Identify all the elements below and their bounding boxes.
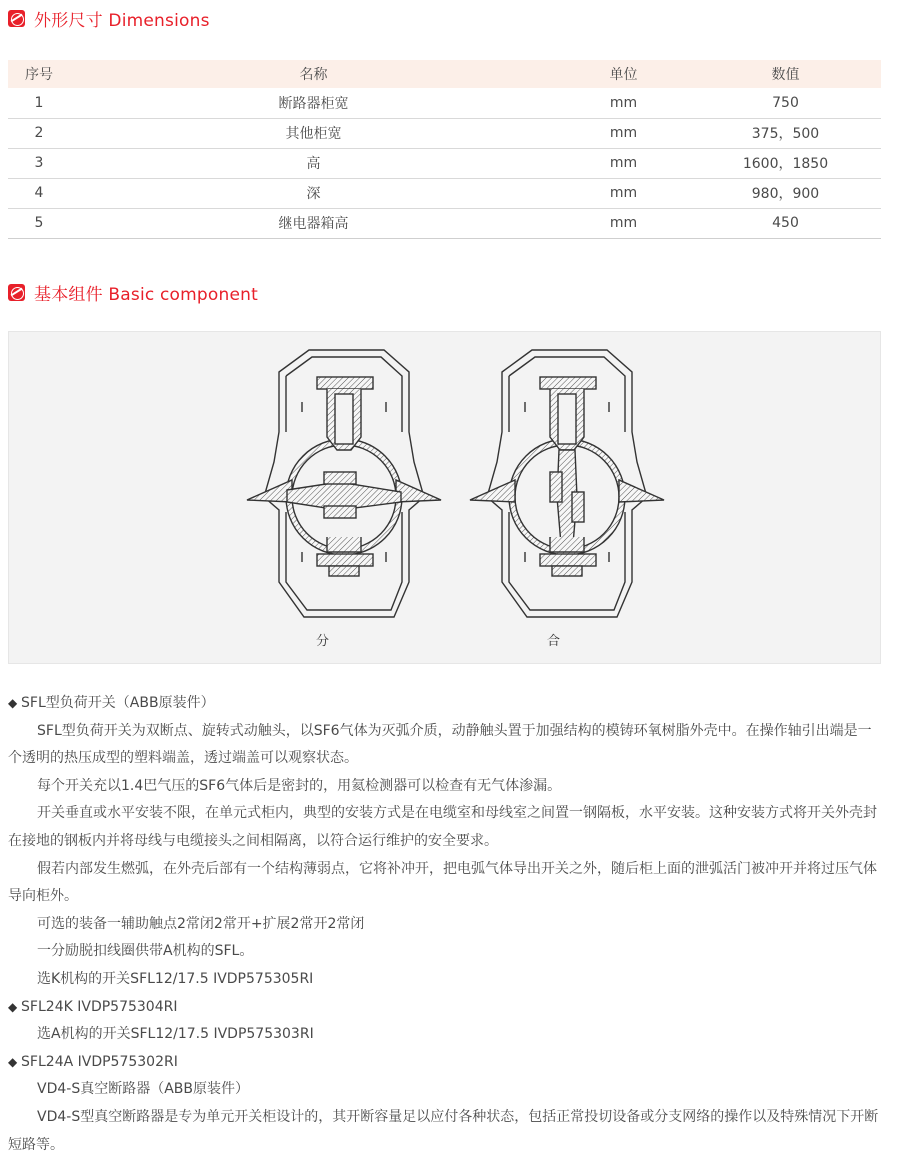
section-marker-icon — [8, 10, 25, 27]
switch-open-drawing — [247, 350, 441, 617]
cell-unit: mm — [557, 88, 690, 118]
cell-name: 继电器箱高 — [70, 208, 557, 238]
col-header-unit: 单位 — [557, 60, 690, 88]
switch-diagram-panel — [8, 331, 881, 664]
switch-diagram — [9, 332, 882, 665]
col-header-name: 名称 — [70, 60, 557, 88]
paragraph: 选K机构的开关SFL12/17.5 IVDP575305RI — [37, 970, 314, 987]
cell-value: 450 — [690, 208, 881, 238]
section-title-dimensions: 外形尺寸 Dimensions — [34, 10, 210, 31]
paragraph: 开关垂直或水平安装不限，在单元式柜内，典型的安装方式是在电缆室和母线室之间置一钢隔板，水平安装。这种安装方式将开关外壳封在接地的钢板内并将母线与电缆接头之间相隔离，以符合运行维护的安全要求。 — [8, 805, 877, 849]
paragraph: 可选的装备一辅助触点2常闭2常开+扩展2常开2常闭 — [37, 915, 365, 932]
section-marker-icon — [8, 284, 25, 301]
switch-closed-drawing — [470, 350, 664, 617]
cell-index: 4 — [8, 178, 70, 208]
caption-open: 分 — [316, 634, 330, 649]
cell-index: 2 — [8, 118, 70, 148]
cell-name: 断路器柜宽 — [70, 88, 557, 118]
paragraph: 一分励脱扣线圈供带A机构的SFL。 — [37, 943, 254, 960]
bullet-sfl-title: ◆ SFL型负荷开关（ABB原装件） — [8, 690, 884, 718]
cell-name: 其他柜宽 — [70, 118, 557, 148]
table-header-row — [8, 60, 881, 88]
cell-index: 5 — [8, 208, 70, 238]
cell-name: 高 — [70, 148, 557, 178]
paragraph: 假若内部发生燃弧，在外壳后部有一个结构薄弱点，它将补冲开，把电弧气体导出开关之外，随后柜上面的泄弧活门被冲开并将过压气体导向柜外。 — [8, 860, 877, 905]
section-header-dimensions — [8, 6, 210, 30]
table-row — [8, 88, 881, 118]
bullet-sfl24a: ◆ SFL24A IVDP575302RI — [8, 1049, 884, 1077]
cell-unit: mm — [557, 178, 690, 208]
cell-name: 深 — [70, 178, 557, 208]
cell-index: 1 — [8, 88, 70, 118]
section-title-basic-component: 基本组件 Basic component — [34, 284, 258, 305]
description-text — [8, 690, 884, 1159]
col-header-index: 序号 — [8, 60, 70, 88]
table-row — [8, 118, 881, 148]
dimensions-table — [8, 60, 881, 239]
table-row — [8, 148, 881, 178]
paragraph: 每个开关充以1.4巴气压的SF6气体后是密封的，用氦检测器可以检查有无气体渗漏。 — [37, 777, 562, 794]
cell-value: 1600，1850 — [690, 148, 881, 178]
paragraph: VD4-S真空断路器（ABB原装件） — [37, 1081, 249, 1098]
cell-value: 750 — [690, 88, 881, 118]
paragraph: 选A机构的开关SFL12/17.5 IVDP575303RI — [37, 1026, 314, 1043]
cell-unit: mm — [557, 118, 690, 148]
cell-value: 980，900 — [690, 178, 881, 208]
paragraph: VD4-S型真空断路器是专为单元开关柜设计的，其开断容量足以应付各种状态，包括正常投切设备或分支网络的操作以及特殊情况下开断短路等。 — [8, 1108, 879, 1153]
cell-index: 3 — [8, 148, 70, 178]
paragraph: SFL型负荷开关为双断点、旋转式动触头，以SF6气体为灭弧介质，动静触头置于加强结构的模铸环氧树脂外壳中。在操作轴引出端是一个透明的热压成型的塑料端盖，透过端盖可以观察状态。 — [8, 722, 872, 767]
table-row — [8, 178, 881, 208]
bullet-sfl24k: ◆ SFL24K IVDP575304RI — [8, 994, 884, 1022]
table-row — [8, 208, 881, 238]
section-header-basic-component — [8, 280, 258, 304]
col-header-value: 数值 — [690, 60, 881, 88]
cell-unit: mm — [557, 148, 690, 178]
cell-unit: mm — [557, 208, 690, 238]
caption-closed: 合 — [547, 634, 561, 649]
cell-value: 375，500 — [690, 118, 881, 148]
